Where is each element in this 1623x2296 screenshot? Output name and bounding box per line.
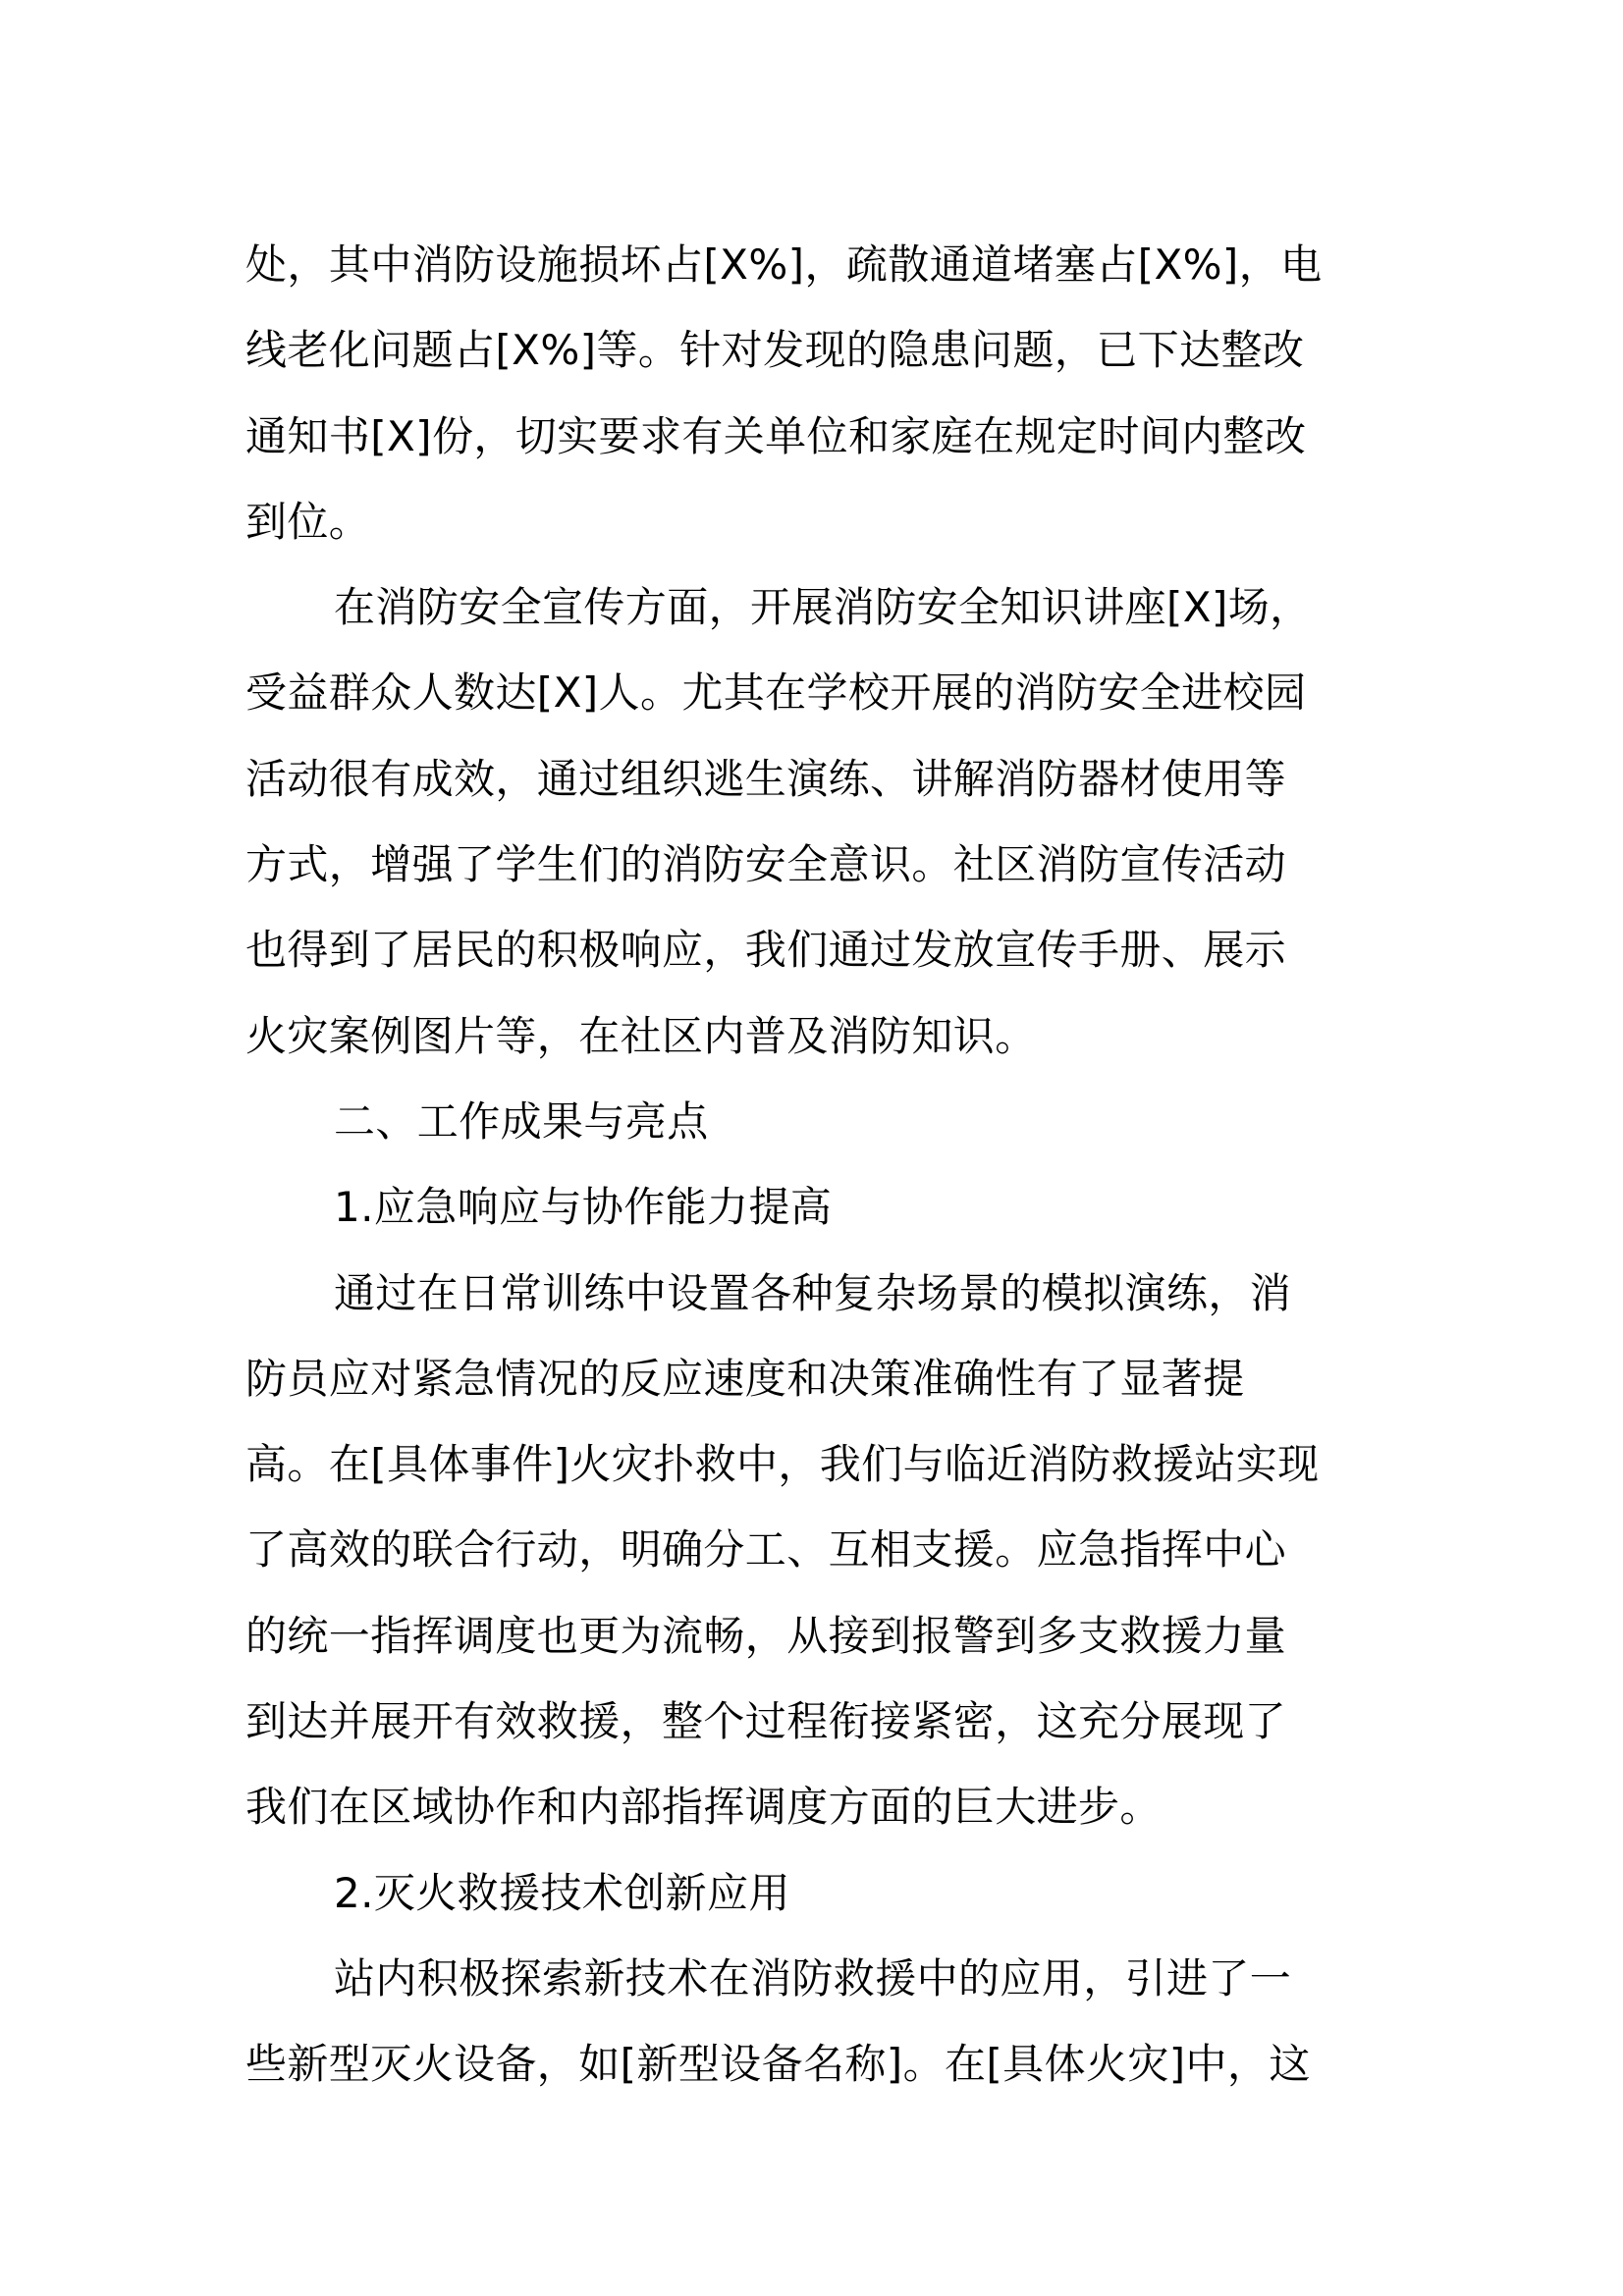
subsection-heading-emergency-response [245, 1176, 1384, 1261]
paragraph-hazard-inspection [245, 234, 1384, 576]
text-line: 在消防安全宣传方面，开展消防安全知识讲座[X]场， [334, 583, 1312, 632]
text-line: 处，其中消防设施损坏占[X%]，疏散通道堵塞占[X%]，电 [245, 240, 1323, 289]
paragraph-tech-innovation [245, 1948, 1384, 2119]
section-heading: 二、工作成果与亮点 [334, 1096, 709, 1146]
text-line: 站内积极探索新技术在消防救援中的应用，引进了一 [334, 1953, 1292, 2002]
text-line: 也得到了居民的积极响应，我们通过发放宣传手册、展示 [245, 926, 1287, 975]
section-heading-work-results [245, 1091, 1384, 1176]
text-line: 防员应对紧急情况的反应速度和决策准确性有了显著提 [245, 1354, 1245, 1403]
text-line: 火灾案例图片等，在社区内普及消防知识。 [245, 1011, 1037, 1060]
text-line: 受益群众人数达[X]人。尤其在学校开展的消防安全进校园 [245, 668, 1307, 718]
text-line: 高。在[具体事件]火灾扑救中，我们与临近消防救援站实现 [245, 1440, 1320, 1489]
text-line: 的统一指挥调度也更为流畅，从接到报警到多支救援力量 [245, 1611, 1287, 1660]
subsection-heading-tech-innovation [245, 1862, 1384, 1948]
text-line: 些新型灭火设备，如[新型设备名称]。在[具体火灾]中，这 [245, 2040, 1311, 2089]
subsection-heading: 1.应急响应与协作能力提高 [334, 1183, 833, 1232]
paragraph-emergency-response [245, 1262, 1384, 1862]
paragraph-fire-safety-publicity [245, 576, 1384, 1091]
subsection-heading: 2.灭火救援技术创新应用 [334, 1868, 790, 1917]
text-line: 了高效的联合行动，明确分工、互相支援。应急指挥中心 [245, 1525, 1287, 1575]
text-line: 到位。 [245, 497, 371, 546]
text-line: 到达并展开有效救援，整个过程衔接紧密，这充分展现了 [245, 1697, 1287, 1746]
text-line: 线老化问题占[X%]等。针对发现的隐患问题，已下达整改 [245, 326, 1305, 375]
document-page [245, 234, 1384, 2119]
text-line: 通过在日常训练中设置各种复杂场景的模拟演练，消 [334, 1268, 1292, 1317]
text-line: 方式，增强了学生们的消防安全意识。社区消防宣传活动 [245, 840, 1287, 889]
text-line: 我们在区域协作和内部指挥调度方面的巨大进步。 [245, 1783, 1162, 1832]
text-line: 通知书[X]份，切实要求有关单位和家庭在规定时间内整改 [245, 411, 1307, 460]
text-line: 活动很有成效，通过组织逃生演练、讲解消防器材使用等 [245, 754, 1287, 803]
